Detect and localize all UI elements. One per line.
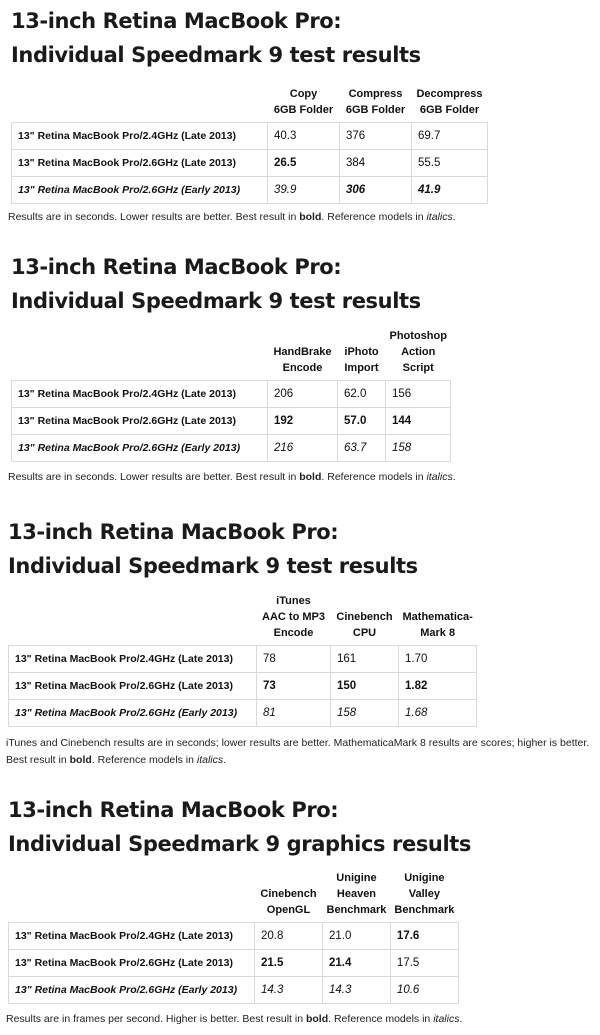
section-title-line1: 13-inch Retina MacBook Pro: — [11, 255, 342, 279]
value-cell: 144 — [386, 408, 451, 435]
value-cell: 10.6 — [390, 977, 458, 1004]
value-cell: 158 — [386, 435, 451, 462]
value-cell: 81 — [257, 700, 331, 727]
section-title-line2: Individual Speedmark 9 test results — [11, 289, 421, 313]
table-row — [12, 408, 451, 435]
table-row — [9, 700, 477, 727]
value-cell: 69.7 — [412, 123, 488, 150]
model-cell: 13" Retina MacBook Pro/2.6GHz (Late 2013) — [12, 408, 268, 435]
value-cell: 1.70 — [399, 646, 477, 673]
column-header: iPhoto Import — [344, 346, 379, 374]
value-cell: 206 — [268, 381, 338, 408]
table-note: iTunes and Cinebench results are in seconds; lower results are better. MathematicaMark 8 results are scores; higher is better. Best result in bold. Reference models in italics. — [6, 737, 590, 766]
model-cell: 13" Retina MacBook Pro/2.4GHz (Late 2013) — [12, 123, 268, 150]
table-row — [12, 381, 451, 408]
table-row — [9, 923, 459, 950]
model-cell: 13" Retina MacBook Pro/2.6GHz (Early 2013) — [9, 700, 257, 727]
value-cell: 156 — [386, 381, 451, 408]
column-header: Photoshop Action Script — [389, 330, 447, 374]
column-header: Copy 6GB Folder — [273, 88, 334, 116]
table-row — [9, 950, 459, 977]
column-header: Compress 6GB Folder — [345, 88, 406, 116]
value-cell: 17.5 — [390, 950, 458, 977]
value-cell: 17.6 — [390, 923, 458, 950]
value-cell: 39.9 — [268, 177, 340, 204]
value-cell: 1.68 — [399, 700, 477, 727]
value-cell: 161 — [331, 646, 399, 673]
table-row — [12, 150, 488, 177]
model-cell: 13" Retina MacBook Pro/2.6GHz (Late 2013) — [9, 673, 257, 700]
model-cell: 13" Retina MacBook Pro/2.6GHz (Early 2013) — [12, 435, 268, 462]
value-cell: 78 — [257, 646, 331, 673]
column-header: Cinebench CPU — [336, 611, 393, 639]
value-cell: 192 — [268, 408, 338, 435]
value-cell: 376 — [340, 123, 412, 150]
results-table-4 — [8, 870, 459, 1004]
table-row — [9, 673, 477, 700]
table-row — [12, 123, 488, 150]
value-cell: 41.9 — [412, 177, 488, 204]
model-cell: 13" Retina MacBook Pro/2.6GHz (Early 2013) — [12, 177, 268, 204]
section-title-line1: 13-inch Retina MacBook Pro: — [11, 9, 342, 33]
table-header-row — [9, 870, 459, 923]
table-row — [12, 435, 451, 462]
section-title-line1: 13-inch Retina MacBook Pro: — [8, 798, 339, 822]
section-title-line2: Individual Speedmark 9 test results — [8, 554, 418, 578]
table-header-row — [12, 328, 451, 381]
value-cell: 14.3 — [323, 977, 391, 1004]
value-cell: 158 — [331, 700, 399, 727]
column-header: Unigine Heaven Benchmark — [326, 872, 387, 916]
value-cell: 73 — [257, 673, 331, 700]
value-cell: 55.5 — [412, 150, 488, 177]
table-header-row — [9, 593, 477, 646]
column-header: Mathematica- Mark 8 — [402, 611, 473, 639]
section-1-title — [11, 4, 421, 72]
section-title-line1: 13-inch Retina MacBook Pro: — [8, 520, 339, 544]
value-cell: 1.82 — [399, 673, 477, 700]
value-cell: 63.7 — [338, 435, 386, 462]
value-cell: 306 — [340, 177, 412, 204]
results-table-3 — [8, 593, 477, 727]
section-4-title — [8, 793, 471, 861]
table-row — [9, 646, 477, 673]
section-3-title — [8, 515, 418, 583]
value-cell: 216 — [268, 435, 338, 462]
value-cell: 20.8 — [255, 923, 323, 950]
value-cell: 21.0 — [323, 923, 391, 950]
table-row — [12, 177, 488, 204]
model-cell: 13" Retina MacBook Pro/2.4GHz (Late 2013) — [12, 381, 268, 408]
column-header: Unigine Valley Benchmark — [394, 872, 455, 916]
column-header: Cinebench OpenGL — [260, 888, 317, 916]
value-cell: 21.4 — [323, 950, 391, 977]
value-cell: 150 — [331, 673, 399, 700]
section-title-line2: Individual Speedmark 9 test results — [11, 43, 421, 67]
results-table-2 — [11, 328, 451, 462]
model-cell: 13" Retina MacBook Pro/2.4GHz (Late 2013) — [9, 646, 257, 673]
value-cell: 14.3 — [255, 977, 323, 1004]
section-2-title — [11, 250, 421, 318]
column-header: iTunes AAC to MP3 Encode — [262, 595, 325, 639]
model-cell: 13" Retina MacBook Pro/2.6GHz (Early 2013) — [9, 977, 255, 1004]
table-note: Results are in seconds. Lower results are better. Best result in bold. Reference models in italics. — [8, 471, 456, 483]
section-title-line2: Individual Speedmark 9 graphics results — [8, 832, 472, 856]
table-note: Results are in frames per second. Higher is better. Best result in bold. Reference models in italics. — [6, 1013, 463, 1025]
table-header-row — [12, 86, 488, 123]
column-header: Decompress 6GB Folder — [416, 88, 483, 116]
value-cell: 57.0 — [338, 408, 386, 435]
value-cell: 40.3 — [268, 123, 340, 150]
model-cell: 13" Retina MacBook Pro/2.6GHz (Late 2013) — [12, 150, 268, 177]
column-header: HandBrake Encode — [273, 346, 332, 374]
value-cell: 21.5 — [255, 950, 323, 977]
value-cell: 62.0 — [338, 381, 386, 408]
results-table-1 — [11, 86, 488, 204]
value-cell: 26.5 — [268, 150, 340, 177]
value-cell: 384 — [340, 150, 412, 177]
table-row — [9, 977, 459, 1004]
model-cell: 13" Retina MacBook Pro/2.4GHz (Late 2013) — [9, 923, 255, 950]
table-note: Results are in seconds. Lower results are better. Best result in bold. Reference models in italics. — [8, 211, 456, 223]
model-cell: 13" Retina MacBook Pro/2.6GHz (Late 2013) — [9, 950, 255, 977]
